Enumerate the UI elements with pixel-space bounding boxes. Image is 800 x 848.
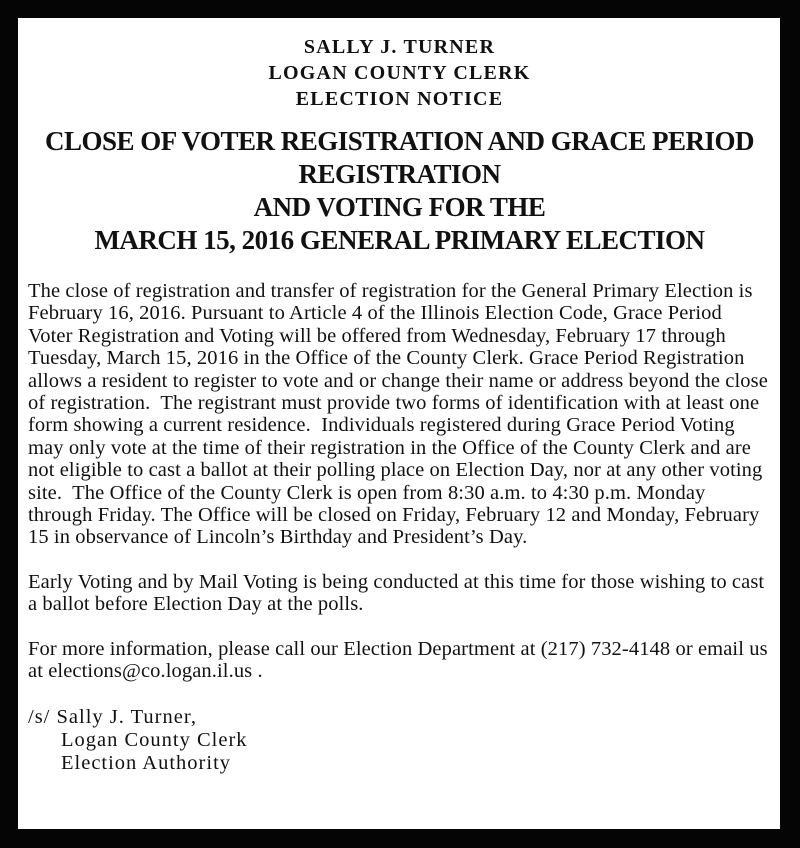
title-line-4: MARCH 15, 2016 GENERAL PRIMARY ELECTION xyxy=(94,225,705,255)
clerk-header xyxy=(28,34,771,112)
title-line-3: AND VOTING FOR THE xyxy=(253,192,546,222)
notice-body xyxy=(28,280,771,683)
paragraph-contact-info: For more information, please call our Election Department at (217) 732-4148 or email us at elections@co.logan.il.us . xyxy=(28,637,768,683)
paragraph-early-voting: Early Voting and by Mail Voting is being conducted at this time for those wishing to cast a ballot before Election Day at the polls. xyxy=(28,570,765,616)
signature-block xyxy=(28,706,771,775)
signature-title: Logan County Clerk xyxy=(61,728,248,751)
title-line-1: CLOSE OF VOTER REGISTRATION AND GRACE PERIOD xyxy=(44,126,755,156)
notice-type: ELECTION NOTICE xyxy=(295,88,504,110)
clerk-name: SALLY J. TURNER xyxy=(303,36,496,58)
signature-name: /s/ Sally J. Turner, xyxy=(28,705,197,728)
notice-page xyxy=(18,18,780,829)
title-line-2: REGISTRATION xyxy=(298,159,501,189)
notice-title xyxy=(28,125,771,257)
paragraph-registration-details: The close of registration and transfer of registration for the General Primary Election is February 16, 2016. Pursuant to Article 4 of the Illinois Election Code, Grace Period Voter Registration and Voting will be offered from Wednesday, February 17 through Tuesday, March 15, 2016 in the Office of the County Clerk. Grace Period Registration allows a resident to register to vote and or change their name or address beyond the close of registration. The registrant must provide two forms of identification with at least one form showing a current residence. Individuals registered during Grace Period Voting may only vote at the time of their registration in the Office of the County Clerk and are not eligible to cast a ballot at their polling place on Election Day, nor at any other voting site. The Office of the County Clerk is open from 8:30 a.m. to 4:30 p.m. Monday through Friday. The Office will be closed on Friday, February 12 and Monday, February 15 in observance of Lincoln’s Birthday and President’s Day. xyxy=(28,280,768,549)
signature-authority: Election Authority xyxy=(61,751,232,774)
clerk-office: LOGAN COUNTY CLERK xyxy=(268,62,531,84)
